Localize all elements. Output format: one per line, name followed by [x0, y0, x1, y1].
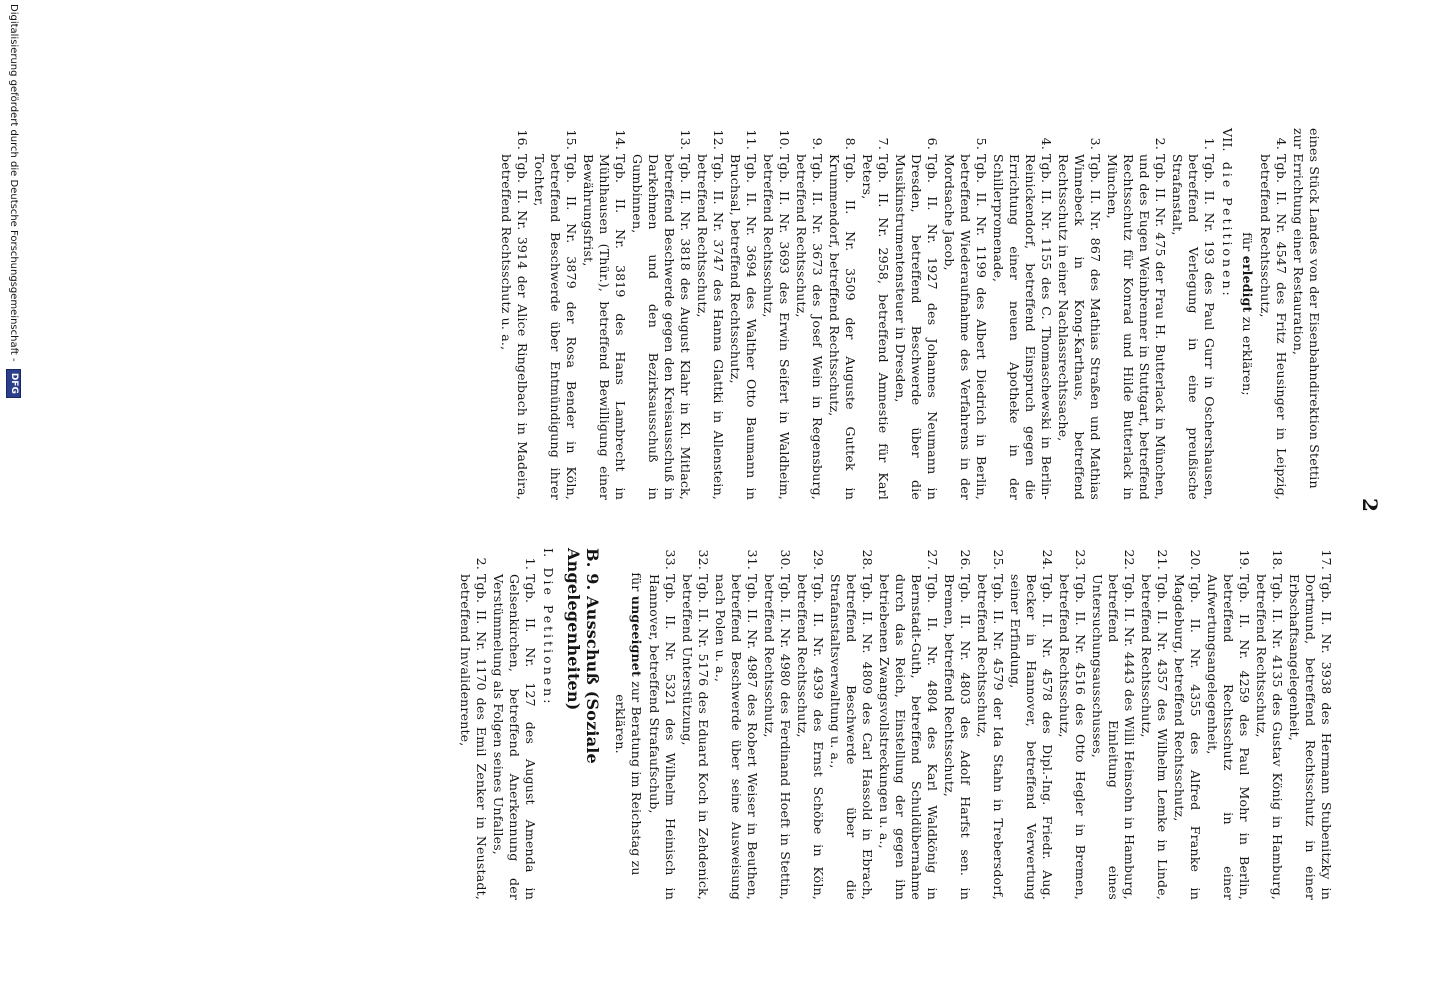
item-number: 3. [1088, 137, 1103, 150]
petition-list [498, 128, 1217, 500]
petition-list [646, 548, 1334, 900]
item-text: Tgb. II. Nr. 4135 des Gustav König in Hamburg, betreffend Rechtsschutz, [1254, 574, 1285, 900]
section-numeral: VII. [1220, 128, 1235, 152]
item-text: Tgb. II. Nr. 5321 des Wilhelm Heinisch in Hannover, betreffend Strafaufschub, [647, 574, 678, 900]
list-item [1104, 128, 1168, 500]
item-text: Tgb. II. Nr. 3879 der Rosa Bender in Köln, betreffend Beschwerde über Entmündigung ihrer Tochter, [532, 154, 579, 500]
item-number: 20. [1188, 549, 1203, 570]
list-item [1286, 548, 1334, 900]
item-number: 11. [744, 129, 759, 150]
item-text: Tgb. II. Nr. 4259 des Paul Mohr in Berlin, betreffend Rechtsschutz in einer Aufwertungsangelegenheit, [1205, 574, 1252, 900]
section-heading [540, 548, 556, 900]
item-text: Tgb. II. Nr. 5176 des Eduard Koch in Zehdenick, betreffend Unterstützung, [680, 574, 711, 900]
item-text: Tgb. II. Nr. 1170 des Emil Zenker in Neustadt, betreffend Invalidenrente, [458, 574, 489, 900]
list-item [712, 548, 760, 900]
item-number: 27. [925, 549, 940, 570]
resolution-keyword: erledigt [1240, 255, 1255, 313]
item-number: 31. [745, 549, 760, 570]
item-number: 13. [678, 129, 693, 150]
item-number: 23. [1073, 549, 1088, 570]
list-item [1204, 548, 1252, 900]
list-item [760, 128, 792, 500]
list-item [490, 548, 538, 900]
list-item [1089, 548, 1137, 900]
item-number: 28. [860, 549, 875, 570]
resolution-prefix: für [629, 572, 644, 592]
list-item [794, 548, 826, 900]
item-number: 18. [1270, 549, 1285, 570]
item-number: 22. [1122, 549, 1137, 570]
item-number: 7. [876, 137, 891, 150]
digitization-footer [4, 4, 22, 994]
item-number: 1. [1202, 137, 1217, 150]
item-number: 9. [810, 137, 825, 150]
resolution-line [612, 548, 644, 900]
list-item [1055, 128, 1103, 500]
item-text: Tgb. II. Nr. 4939 des Ernst Schöbe in Köln, betreffend Rechtsschutz, [795, 574, 826, 900]
item-text: Tgb. II. Nr. 1199 des Albert Diedrich in Berlin, betreffend Wiederaufnahme des Verfahrens in der Mordsache Jacob, [942, 154, 989, 500]
item-text: Tgb. II. Nr. 3694 des Walther Otto Baumann in Bruchsal, betreffend Rechtsschutz, [728, 154, 759, 500]
list-item [876, 548, 940, 900]
item-text: Tgb. II. Nr. 3693 des Erwin Seifert in Waldheim, betreffend Rechtsschutz, [761, 154, 792, 500]
list-item [1056, 548, 1088, 900]
item-text: Tgb. II. Nr. 4443 des Willi Heinsohn in Hamburg, betreffend Einleitung eines Untersuchungsausschusses, [1090, 574, 1137, 900]
item-text: Tgb. II. Nr. 4578 des Dipl.-Ing. Friedr. Aug. Becker in Hannover, betreffend Verwertung seiner Erfindung, [1008, 574, 1055, 900]
resolution-prefix: für [1240, 232, 1255, 252]
list-item [457, 548, 489, 900]
item-number: 25. [991, 549, 1006, 570]
item-text: Tgb. II. Nr. 3509 der Auguste Guttek in Krummendorf, betreffend Rechtsschutz, [827, 154, 858, 500]
item-number: 29. [811, 549, 826, 570]
list-item [793, 128, 825, 500]
committee-heading: B. 9. Ausschuß (Soziale Angelegenheiten) [564, 548, 602, 764]
item-number: 8. [843, 137, 858, 150]
item-number: 16. [515, 129, 530, 150]
item-number: 15. [564, 129, 579, 150]
item-number: 2. [474, 557, 489, 570]
list-item [679, 548, 711, 900]
item-number: 26. [958, 549, 973, 570]
item-number: 2. [1153, 137, 1168, 150]
list-item [761, 548, 793, 900]
item-text: Tgb. II. Nr. 3914 der Alice Ringelbach in Madeira, betreffend Rechtsschutz u. a., [499, 154, 530, 500]
item-text: Tgb. II. Nr. 4803 des Adolf Harfst sen. in Bremen, betreffend Rechtsschutz, [942, 574, 973, 900]
list-item [1171, 548, 1203, 900]
petition-list [457, 548, 538, 900]
item-text: Tgb. II. Nr. 3819 des Hans Lambrecht in Mühlhausen (Thür.), betreffend Bewilligung einer Bewährungsfrist, [581, 154, 628, 500]
section-numeral: I. [541, 548, 556, 558]
item-text: Tgb. II. Nr. 3673 des Josef Wein in Regensburg, betreffend Rechtsschutz, [794, 154, 825, 500]
item-text: Tgb. II. Nr. 4357 des Wilhelm Lemke in Linde, betreffend Rechtsschutz, [1139, 574, 1170, 900]
item-text: Tgb. II. Nr. 4547 des Fritz Heusinger in Leipzig, betreffend Rechtsschutz, [1258, 154, 1289, 500]
list-item [941, 128, 989, 500]
page-number: 2 [1358, 498, 1382, 512]
resolution-suffix: zu erklären; [1240, 316, 1255, 396]
item-text: Tgb. II. Nr. 4516 des Otto Hegler in Bremen, betreffend Rechtsschutz, [1057, 574, 1088, 900]
item-number: 32. [696, 549, 711, 570]
item-text: Tgb. II. Nr. 4980 des Ferdinand Hoeft in Stettin, betreffend Rechtsschutz, [762, 574, 793, 900]
dfg-logo: DFG [7, 369, 22, 398]
resolution-line [1239, 128, 1255, 500]
item-text: Tgb. II. Nr. 4809 des Carl Hassold in Ebrach, betreffend Beschwerde über die Strafanstaltsverwaltung u. a., [828, 574, 875, 900]
item-text: Tgb. II. Nr. 127 des August Amenda in Gelsenkirchen, betreffend Anerkennung der Verstümmelung als Folgen seines Unfalles, [491, 574, 538, 900]
item-text: Tgb. II. Nr. 4987 des Robert Weiser in Beuthen, betreffend Beschwerde über seine Ausweisung nach Polen u. a., [713, 574, 760, 900]
left-column [497, 128, 1322, 500]
list-item [941, 548, 973, 900]
item-number: 24. [1040, 549, 1055, 570]
resolution-suffix: zur Beratung im Reichstag zu erklären. [613, 681, 644, 876]
list-item [1257, 128, 1289, 500]
item-number: 30. [778, 549, 793, 570]
list-item [531, 128, 579, 500]
item-text: Tgb. II. Nr. 3818 des August Klahr in Kl. Mitlack, betreffend Beschwerde gegen den Kreisausschuß in Darkehmen und den Bezirksausschuß in Gumbinnen, [630, 154, 693, 500]
list-item [498, 128, 530, 500]
list-item [1169, 128, 1217, 500]
item-text: Tgb. II. Nr. 3938 des Hermann Stubenitzky in Dortmund, betreffend Rechtsschutz in einer Erbschaftsangelegenheit, [1287, 574, 1334, 900]
item-number: 14. [613, 129, 628, 150]
list-item [1138, 548, 1170, 900]
item-number: 6. [925, 137, 940, 150]
list-item [892, 128, 940, 500]
list-item [859, 128, 891, 500]
item-number: 21. [1155, 549, 1170, 570]
item-number: 4. [1274, 137, 1289, 150]
item-number: 19. [1237, 549, 1252, 570]
item-text: Tgb. II. Nr. 475 der Frau H. Butterlack in München, und des Eugen Weinbrenner in Stuttgart, betreffend Rechtsschutz für Konrad und Hilde Butterlack in München, [1105, 154, 1168, 500]
resolution-keyword: ungeeignet [629, 595, 644, 677]
item-text: Tgb. II. Nr. 1155 des C. Thomaschewski in Berlin-Reinickendorf, betreffend Einspruch gegen die Errichtung einer neuen Apotheke in der Schillerpromenade, [991, 154, 1054, 500]
item-number: 4. [1039, 137, 1054, 150]
list-item [1253, 548, 1285, 900]
item-number: 5. [974, 137, 989, 150]
item-text: Tgb. II. Nr. 4355 des Alfred Franke in Magdeburg, betreffend Rechtsschutz, [1172, 574, 1203, 900]
item-text: Tgb. II. Nr. 193 des Paul Gurr in Oschershausen, betreffend Verlegung in eine preußische Strafanstalt, [1170, 154, 1217, 500]
continuation-text: eines Stück Landes von der Eisenbahndirektion Stettin zur Errichtung einer Restauration, [1291, 128, 1322, 489]
list-item [727, 128, 759, 500]
footer-text: Digitalisierung gefördert durch die Deutsche Forschungsgemeinschaft - [8, 4, 19, 362]
item-text: Tgb. II. Nr. 4804 des Karl Waldkönig in Bernstadt-Guth, betreffend Schuldübernahme durch das Reich, Einstellung der gegen ihn betriebenen Zwangsvollstreckungen u. a., [877, 574, 940, 900]
list-item [1007, 548, 1055, 900]
section-title: Die Petitionen: [541, 567, 556, 707]
item-number: 12. [711, 129, 726, 150]
item-text: Tgb. II. Nr. 4579 der Ida Stahn in Trebersdorf, betreffend Rechtsschutz, [975, 574, 1006, 900]
list-item [826, 128, 858, 500]
item-number: 17. [1319, 549, 1334, 570]
list-item [694, 128, 726, 500]
item-number: 1. [523, 557, 538, 570]
item-text: Tgb. II. Nr. 2958, betreffend Amnestie für Karl Peters, [860, 154, 891, 500]
list-item [580, 128, 628, 500]
section-heading [1219, 128, 1235, 500]
item-number: 10. [777, 129, 792, 150]
list-item [990, 128, 1054, 500]
list-item [827, 548, 875, 900]
list-item [646, 548, 678, 900]
section-title: die Petitionen: [1220, 161, 1235, 299]
item-text: Tgb. II. Nr. 3747 des Hanna Glattki in Allenstein, betreffend Rechtsschutz, [695, 154, 726, 500]
list-item [974, 548, 1006, 900]
list-item [629, 128, 693, 500]
item-text: Tgb. II. Nr. 1927 des Johannes Neumann in Dresden, betreffend Beschwerde über die Musikinstrumentensteuer in Dresden, [893, 154, 940, 500]
item-number: 33. [663, 549, 678, 570]
right-column [456, 548, 1334, 900]
item-text: Tgb. II. Nr. 867 des Mathias Straßen und Mathias Winnebeck in Kong-Karthaus, betreffend Rechtsschutz in einer Nachlassrechtssache, [1056, 154, 1103, 500]
